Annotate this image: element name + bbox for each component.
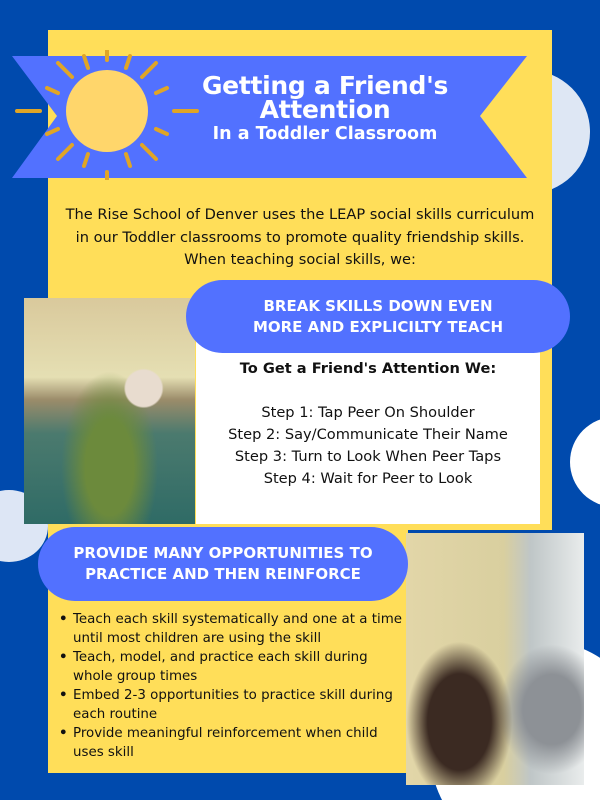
bullet-item: • Provide meaningful reinforcement when child uses skill [58,724,403,762]
step-item: Step 2: Say/Communicate Their Name [228,426,508,443]
title-line-2: Attention [259,95,391,124]
section-2-heading-line-2: PRACTICE AND THEN REINFORCE [85,565,361,583]
toddlers-practicing-photo [406,533,584,785]
decor-circle-right [570,417,600,507]
section-2-heading-pill [38,527,408,601]
intro-paragraph: The Rise School of Denver uses the LEAP social skills curriculum in our Toddler classrooms to promote quality friendship skills. When teaching social skills, we: [65,206,535,268]
steps-heading: To Get a Friend's Attention We: [239,360,497,377]
steps-list [196,358,540,490]
title-line-1: Getting a Friend's [201,71,449,100]
step-item: Step 4: Wait for Peer to Look [263,470,473,487]
section-1-heading-line-1: BREAK SKILLS DOWN EVEN [263,296,493,315]
bullet-item: • Embed 2-3 opportunities to practice skill during each routine [58,686,403,724]
page-title [160,71,490,145]
bullet-item: • Teach, model, and practice each skill during whole group times [58,648,403,686]
page-subtitle: In a Toddler Classroom [212,124,438,144]
practice-bullet-list [58,610,403,762]
section-1-heading-line-2: MORE AND EXPLICILTY TEACH [252,317,504,336]
bullet-item: • Teach each skill systematically and one at a time until most children are using the skill [58,610,403,648]
classroom-circle-time-photo [24,298,195,524]
step-item: Step 1: Tap Peer On Shoulder [261,404,475,421]
section-2-heading-line-1: PROVIDE MANY OPPORTUNITIES TO [73,544,373,562]
step-item: Step 3: Turn to Look When Peer Taps [234,448,502,465]
section-1-heading-pill [186,280,570,353]
